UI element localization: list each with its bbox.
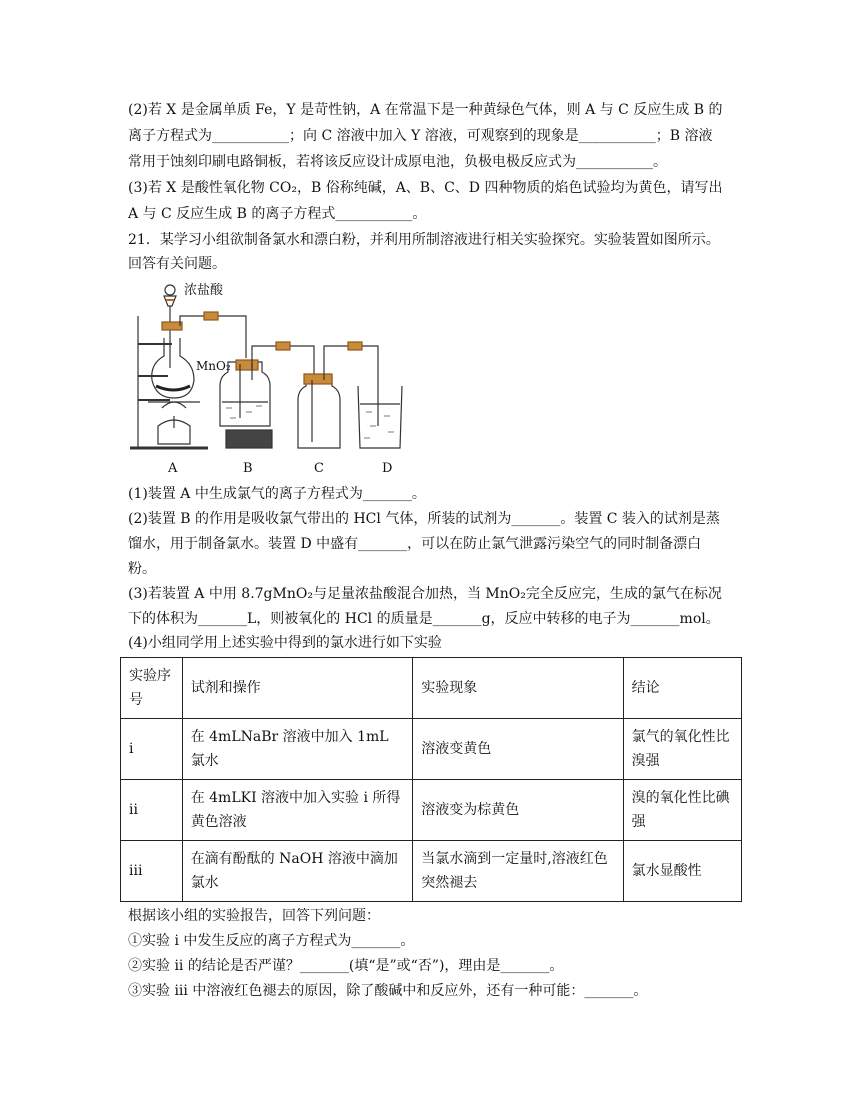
table-row [121,719,742,780]
label-hcl: 浓盐酸 [184,283,224,298]
para-2-line-3: 常用于蚀刻印刷电路铜板，若将该反应设计成原电池，负极电极反应式为___________。 [128,154,667,170]
sub-question-2-line-2: 馏水，用于制备氯水。装置 D 中盛有_______，可以在防止氯气泄露污染空气的同时制备漂白 [128,536,702,552]
table-header-cell: 实验序号 [121,658,183,719]
table-row [121,841,742,902]
para-2-line-1: (2)若 X 是金属单质 Fe，Y 是苛性钠，A 在常温下是一种黄绿色气体，则 A 与 C 反应生成 B 的 [128,102,723,118]
table-cell: 在滴有酚酞的 NaOH 溶液中滴加氯水 [182,841,413,902]
sub-question-2-line-1: (2)装置 B 的作用是吸收氯气带出的 HCl 气体，所装的试剂为_______。装置 C 装入的试剂是蒸 [128,511,720,527]
question-ii: ②实验 ii 的结论是否严谨？_______(填“是”或“否”)，理由是_______。 [128,958,564,974]
question-i: ①实验 i 中发生反应的离子方程式为_______。 [128,933,415,949]
table-header-cell: 结论 [623,658,741,719]
sub-question-3-line-2: 下的体积为_______L，则被氧化的 HCl 的质量是_______g，反应中转移的电子为_______mol。 [128,611,720,627]
sub-question-1: (1)装置 A 中生成氯气的离子方程式为_______。 [128,486,426,502]
table-cell: iii [121,841,183,902]
table-cell: 氯气的氧化性比溴强 [623,719,741,780]
figure-label-d: D [382,461,393,476]
apparatus-figure [128,276,408,480]
table-cell: 当氯水滴到一定量时,溶液红色突然褪去 [413,841,623,902]
table-cell: 在 4mLKI 溶液中加入实验 i 所得黄色溶液 [182,780,413,841]
table-cell: 溶液变黄色 [413,719,623,780]
table-cell: ii [121,780,183,841]
figure-label-c: C [314,461,324,476]
table-header-cell: 试剂和操作 [182,658,413,719]
table-row [121,780,742,841]
table-cell: 溶液变为棕黄色 [413,780,623,841]
table-cell: 氯水显酸性 [623,841,741,902]
sub-question-2-line-3: 粉。 [128,561,156,577]
table-cell: 在 4mLNaBr 溶液中加入 1mL 氯水 [182,719,413,780]
question-21-line-1: 21．某学习小组欲制备氯水和漂白粉，并利用所制溶液进行相关实验探究。实验装置如图所示。 [128,232,720,248]
table-cell: i [121,719,183,780]
question-iii: ③实验 iii 中溶液红色褪去的原因，除了酸碱中和反应外，还有一种可能：_______。 [128,983,648,999]
para-3-line-1: (3)若 X 是酸性氧化物 CO₂，B 俗称纯碱，A、B、C、D 四种物质的焰色试验均为黄色，请写出 [128,180,723,196]
para-3-line-2: A 与 C 反应生成 B 的离子方程式___________。 [128,206,427,222]
experiment-table [120,657,742,902]
figure-label-b: B [243,461,253,476]
table-cell: 溴的氧化性比碘强 [623,780,741,841]
sub-question-4: (4)小组同学用上述实验中得到的氯水进行如下实验 [128,635,442,651]
question-21-line-2: 回答有关问题。 [128,256,226,272]
para-2-line-2: 离子方程式为___________；向 C 溶液中加入 Y 溶液，可观察到的现象是___________；B 溶液 [128,128,713,144]
table-header-cell: 实验现象 [413,658,623,719]
sub-question-3-line-1: (3)若装置 A 中用 8.7gMnO₂与足量浓盐酸混合加热，当 MnO₂完全反应完，生成的氯气在标况 [128,586,722,602]
figure-label-a: A [168,461,178,476]
after-table-text: 根据该小组的实验报告，回答下列问题： [128,908,380,924]
label-mno2: MnO₂ [196,359,231,373]
table-header-row [121,658,742,719]
